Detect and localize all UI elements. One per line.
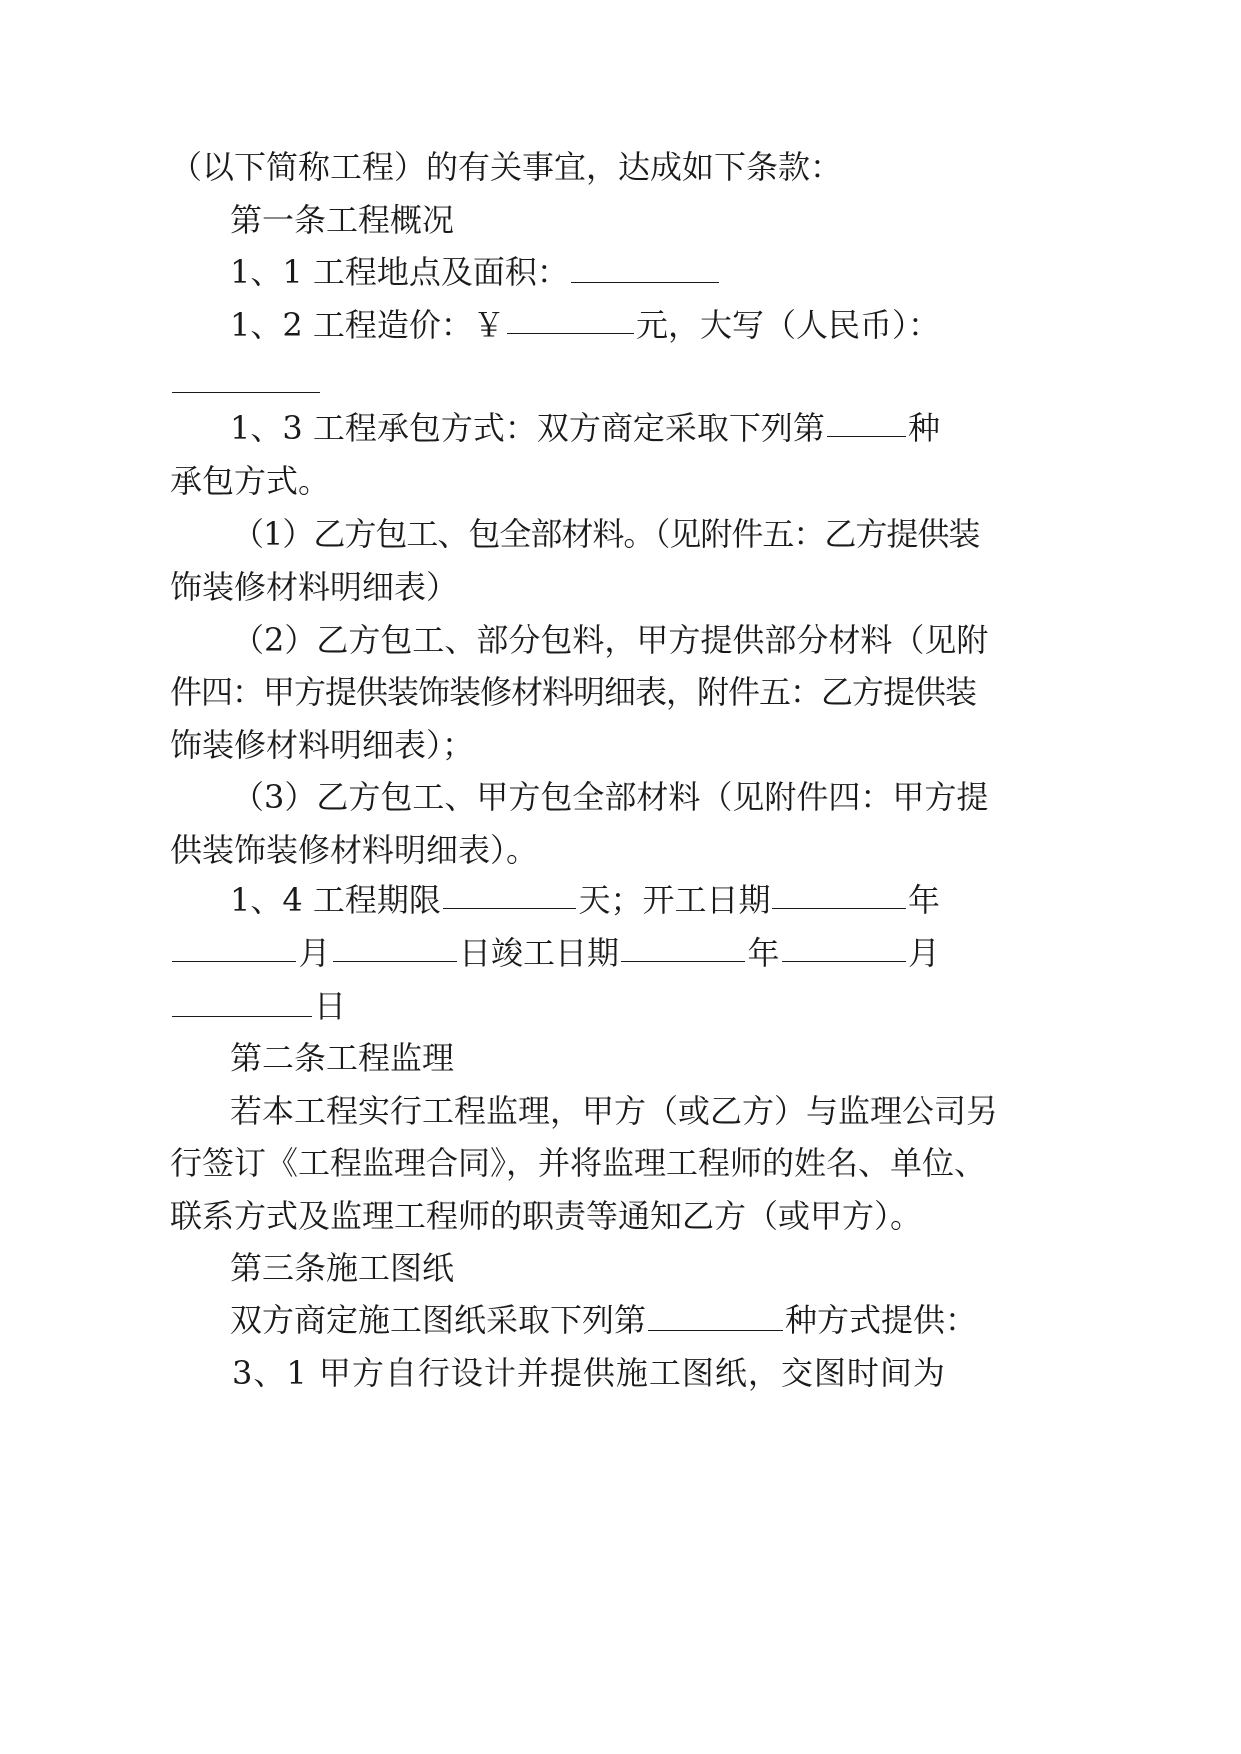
article-2-paragraph-line-2 — [170, 1143, 986, 1183]
option-1-text-a: （1）乙方包工、包全部材料。（见附件五：乙方提供装 — [232, 515, 980, 553]
option-1-continued — [170, 567, 458, 607]
item-1-2-continued — [170, 362, 322, 402]
item-1-4-text-d: 月 — [298, 934, 331, 972]
item-1-1 — [230, 252, 721, 292]
item-1-3-text-a: 1、3 工程承包方式：双方商定采取下列第 — [230, 409, 825, 447]
item-1-2-text-b: 元，大写（人民币）： — [635, 306, 940, 344]
option-3-text-b: 供装饰装修材料明细表）。 — [170, 831, 539, 869]
blank-field — [172, 933, 296, 962]
intro-text: （以下简称工程）的有关事宜，达成如下条款： — [170, 148, 843, 186]
blank-field — [571, 254, 719, 283]
option-2-text-c: 饰装修材料明细表）； — [170, 726, 475, 764]
item-1-4-text-g: 月 — [907, 934, 940, 972]
item-1-4 — [230, 880, 940, 920]
item-1-3-continued — [170, 461, 330, 501]
option-3 — [232, 777, 988, 817]
blank-field — [333, 933, 457, 962]
blank-field — [782, 933, 906, 962]
article-2-text-a: 若本工程实行工程监理，甲方（或乙方）与监理公司另 — [230, 1092, 999, 1130]
option-2-text-a: （2）乙方包工、部分包料，甲方提供部分材料（见附 — [232, 621, 989, 659]
item-1-4-text-c: 年 — [907, 881, 940, 919]
item-1-4-text-h: 日 — [314, 987, 347, 1025]
blank-field — [172, 988, 312, 1017]
item-1-4-text-a: 1、4 工程期限 — [230, 881, 441, 919]
option-2 — [232, 620, 988, 660]
blank-field — [172, 364, 320, 393]
item-3-1-text: 3、1 甲方自行设计并提供施工图纸，交图时间为 — [232, 1354, 946, 1392]
article-3-text-a: 双方商定施工图纸采取下列第 — [230, 1301, 647, 1339]
article-2-paragraph-line-1 — [230, 1091, 998, 1131]
item-1-4-text-e: 日竣工日期 — [458, 934, 619, 972]
option-1-text-b: 饰装修材料明细表） — [170, 568, 459, 606]
option-1 — [232, 514, 980, 554]
heading-article-1 — [230, 200, 454, 240]
item-1-2-text-a: 1、2 工程造价：￥ — [230, 306, 505, 344]
article-3-text-b: 种方式提供： — [785, 1301, 978, 1339]
item-1-1-text: 1、1 工程地点及面积： — [230, 253, 569, 291]
heading-article-2-text: 第二条工程监理 — [230, 1039, 455, 1077]
heading-article-3 — [230, 1248, 454, 1288]
item-1-4-continued-2 — [170, 986, 346, 1026]
blank-field — [648, 1302, 783, 1331]
item-1-4-text-f: 年 — [747, 934, 780, 972]
option-3-continued — [170, 830, 538, 870]
blank-field — [772, 880, 906, 909]
blank-field — [827, 408, 906, 437]
intro-line — [170, 147, 842, 187]
article-2-text-c: 联系方式及监理工程师的职责等通知乙方（或甲方）。 — [170, 1197, 923, 1235]
article-3-paragraph-line-1 — [230, 1300, 977, 1340]
option-2-continued-2 — [170, 725, 474, 765]
item-1-4-continued-1 — [170, 933, 940, 973]
article-2-text-b: 行签订《工程监理合同》，并将监理工程师的姓名、单位、 — [170, 1144, 987, 1182]
blank-field — [507, 305, 634, 334]
heading-article-1-text: 第一条工程概况 — [230, 201, 455, 239]
option-2-continued-1 — [170, 672, 976, 712]
heading-article-2 — [230, 1038, 454, 1078]
option-3-text-a: （3）乙方包工、甲方包全部材料（见附件四：甲方提 — [232, 778, 989, 816]
heading-article-3-text: 第三条施工图纸 — [230, 1249, 455, 1287]
article-2-paragraph-line-3 — [170, 1196, 922, 1236]
item-3-1 — [232, 1353, 946, 1393]
blank-field — [443, 880, 577, 909]
item-1-4-text-b: 天；开工日期 — [578, 881, 771, 919]
item-1-3 — [230, 408, 940, 448]
option-2-text-b: 件四：甲方提供装饰装修材料明细表，附件五：乙方提供装 — [170, 673, 977, 711]
item-1-2 — [230, 305, 940, 345]
blank-field — [621, 933, 745, 962]
item-1-3-text-c: 承包方式。 — [170, 462, 331, 500]
item-1-3-text-b: 种 — [907, 409, 940, 447]
